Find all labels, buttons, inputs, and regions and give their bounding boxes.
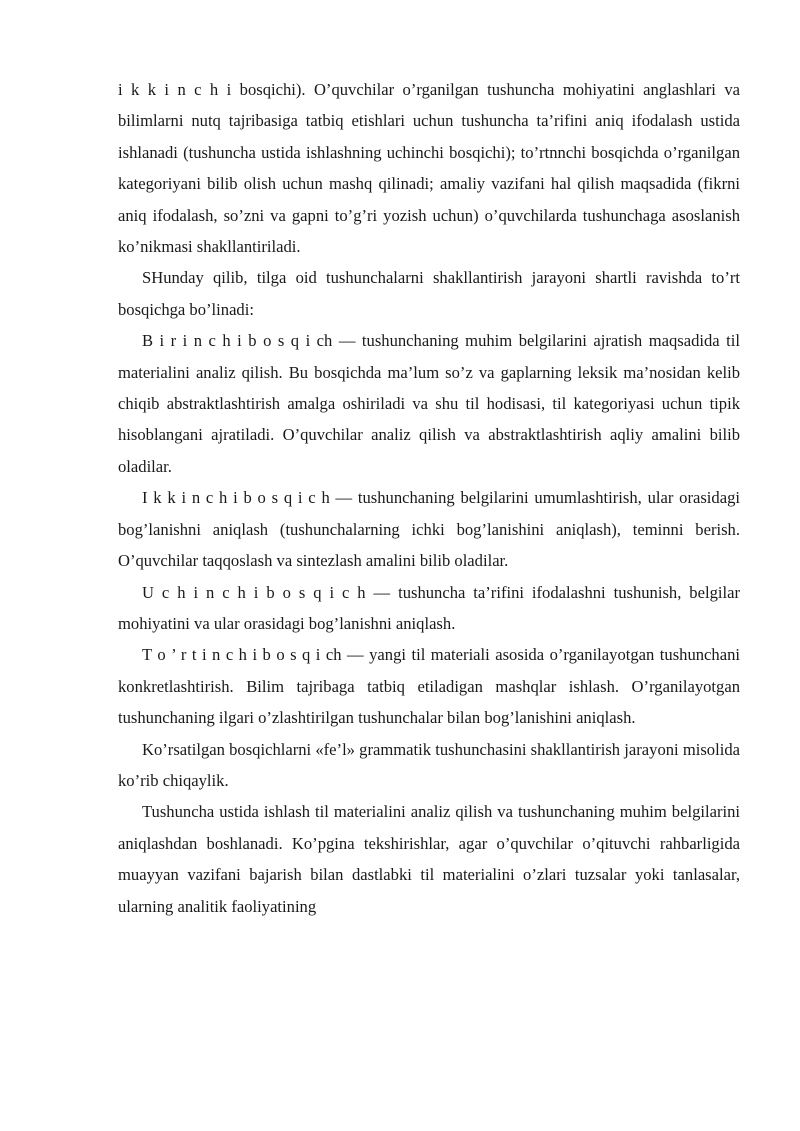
paragraph-analysis xyxy=(118,796,740,922)
stage-term-third: U c h i n c h i b o s q i c h xyxy=(142,582,366,602)
paragraph-text: Ko’rsatilgan bosqichlarni «fe’l» grammatik tushunchasini shakllantirish jarayoni misolida ko’rib chiqaylik. xyxy=(118,739,740,790)
stage-term-fourth: T o ’ r t i n c h i b o s q i ch xyxy=(142,645,342,665)
paragraph-summary xyxy=(118,262,740,325)
paragraph-example-intro xyxy=(118,734,740,797)
paragraph-text: — tushunchaning belgilarini umumlashtirish, ular orasidagi bog’lanishni aniqlash (tushunchalarning ichki bog’lanishini aniqlash), teminni berish. O’quvchilar taqqoslash va sintezlash amalini bilib oladilar. xyxy=(118,488,740,571)
paragraph-stage-four xyxy=(118,639,740,733)
stage-term-first: B i r i n c h i b o s q i ch xyxy=(142,331,333,351)
paragraph-text: Tushuncha ustida ishlash til materialini analiz qilish va tushunchaning muhim belgilarini aniqlashdan boshlanadi. Ko’pgina tekshirishlar, agar o’quvchilar o’qituvchi rahbarligida muayyan vazifani bajarish bilan dastlabki til materialini o’zlari tuzsalar yoki tanlasalar, ularning analitik faoliyatining xyxy=(118,802,740,916)
stage-term-second: I k k i n c h i b o s q i c h xyxy=(142,488,330,508)
paragraph-text: — tushunchaning muhim belgilarini ajratish maqsadida til materialini analiz qilish. Bu bosqichda ma’lum so’z va gaplarning leksik ma’nosidan kelib chiqib abstraktlashtirish amalga oshiriladi va shu til hodisasi, til kategoriyasi uchun tipik hisoblangani ajratiladi. O’quvchilar analiz qilish va abstraktlashtirish aqliy amalini bilib oladilar. xyxy=(118,331,740,476)
paragraph-stage-one xyxy=(118,325,740,482)
paragraph-text: SHunday qilib, tilga oid tushunchalarni shakllantirish jarayoni shartli ravishda to’rt bosqichga bo’linadi: xyxy=(118,268,740,319)
paragraph-text: — tushuncha ta’rifini ifodalashni tushunish, belgilar mohiyatini va ular orasidagi bog’lanishni aniqlash. xyxy=(118,582,740,633)
paragraph-continuation xyxy=(118,74,740,262)
paragraph-stage-two xyxy=(118,482,740,576)
paragraph-text: — yangi til materiali asosida o’rganilayotgan tushunchani konkretlashtirish. Bilim tajribaga tatbiq etiladigan mashqlar ishlash. O’rganilayotgan tushunchaning ilgari o’zlashtirilgan tushunchalar bilan bog’lanishini aniqlash. xyxy=(118,645,740,728)
stage-term-second: i k k i n c h i xyxy=(118,80,232,99)
paragraph-text: bosqichi). O’quvchilar o’rganilgan tushuncha mohiyatini anglashlari va bilimlarni nutq tajribasiga tatbiq etishlari uchun tushuncha ta’rifini aniq ifodalash ustida ishlanadi (tushuncha ustida ishlashning uchinchi bosqichi); to’rtnnchi bosqichda o’rganilgan kategoriyani bilib olish uchun mashq qilinadi; amaliy vazifani hal qilish maqsadida (fikrni aniq ifodalash, so’zni va gapni to’g’ri yozish uchun) o’quvchilarda tushunchaga asoslanish ko’nikmasi shakllantiriladi. xyxy=(118,80,740,257)
paragraph-stage-three xyxy=(118,577,740,640)
document-page xyxy=(118,74,740,922)
